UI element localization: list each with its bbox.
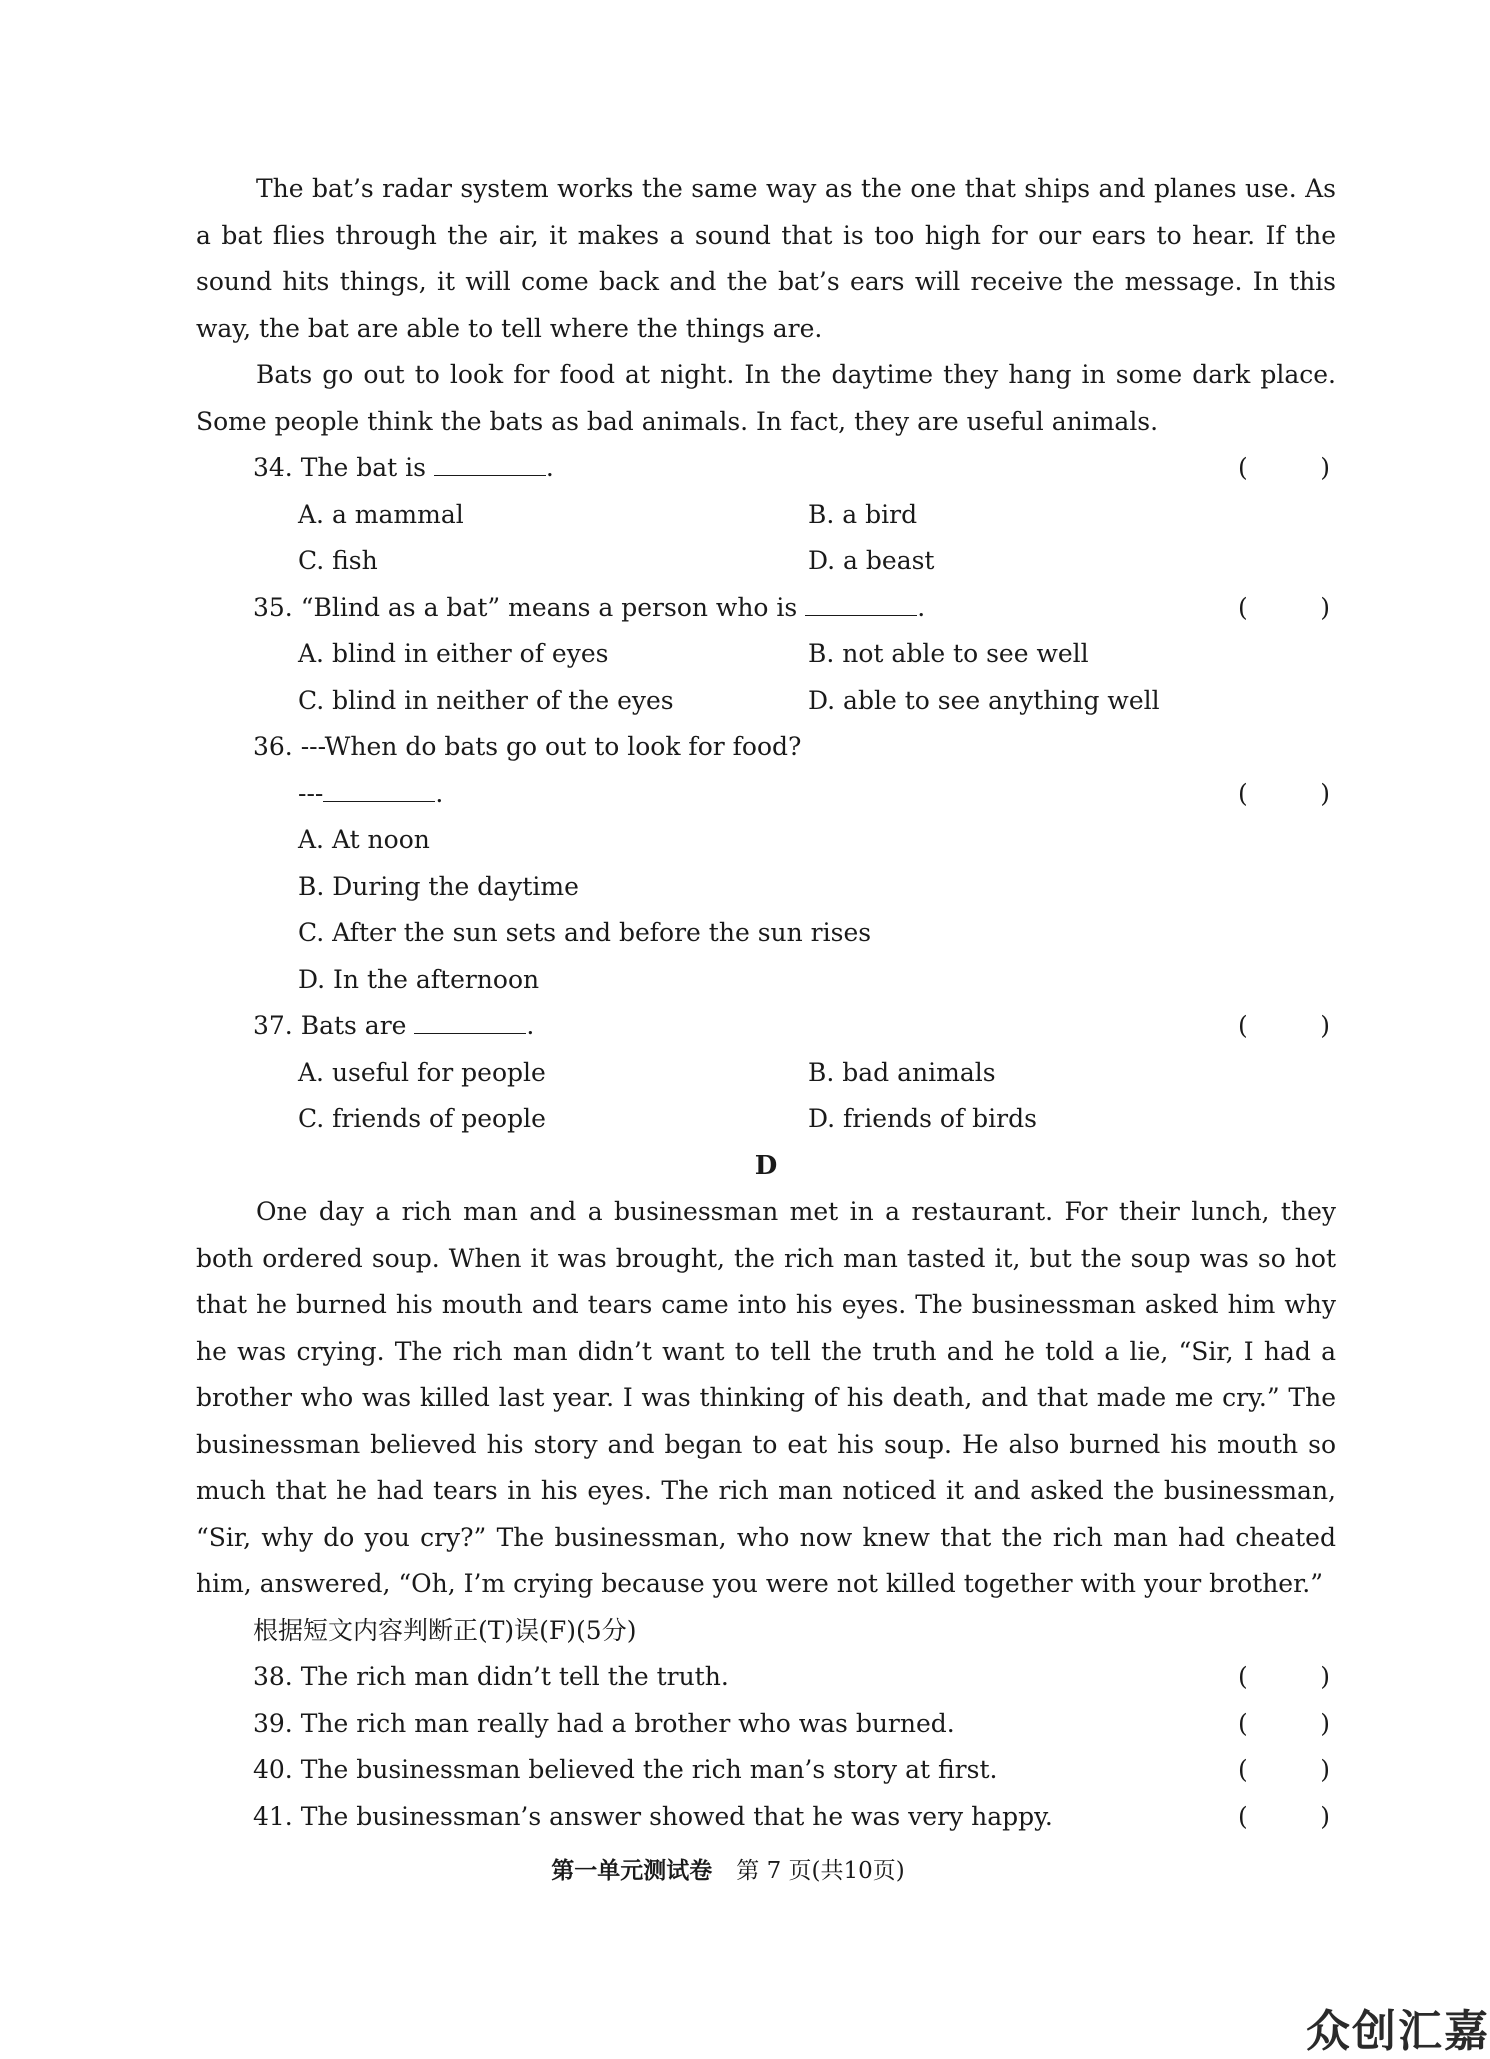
option-a[interactable]: A. At noon	[298, 825, 430, 854]
section-d-heading: D	[754, 1150, 778, 1181]
question-37-stem: 37. Bats are	[253, 1011, 407, 1040]
option-a[interactable]: A. a mammal	[298, 499, 464, 529]
question-36-options	[196, 817, 1336, 1003]
option-c[interactable]: C. blind in neither of the eyes	[298, 685, 674, 715]
question-40: 40. The businessman believed the rich man’s story at first. ( )	[196, 1747, 1336, 1794]
footer-title: 第一单元测试卷	[551, 1857, 713, 1884]
question-34: 34. The bat is . ( )	[196, 445, 1336, 492]
true-false-instruction: 根据短文内容判断正(T)误(F)(5分)	[253, 1615, 637, 1645]
option-d[interactable]: D. In the afternoon	[298, 964, 540, 994]
option-b[interactable]: B. not able to see well	[808, 639, 1089, 668]
question-37: 37. Bats are . ( )	[196, 1003, 1336, 1050]
question-34-options	[196, 492, 1336, 585]
passage-c-paragraph-2: Bats go out to look for food at night. In the daytime they hang in some dark place. Some people think the bats as bad animals. In fact, they are useful animals.	[196, 360, 1336, 436]
option-b[interactable]: B. bad animals	[808, 1057, 996, 1087]
answer-paren[interactable]: ( )	[1238, 1755, 1330, 1784]
option-a[interactable]: A. blind in either of eyes	[298, 639, 609, 668]
exam-page	[196, 166, 1336, 1840]
question-39: 39. The rich man really had a brother who was burned. ( )	[196, 1701, 1336, 1748]
answer-paren[interactable]: ( )	[1238, 1662, 1330, 1691]
option-c[interactable]: C. After the sun sets and before the sun rises	[298, 918, 872, 947]
answer-paren[interactable]: ( )	[1238, 778, 1330, 808]
answer-paren[interactable]: ( )	[1238, 592, 1330, 622]
footer-page-number: 第 7 页(共10页)	[736, 1858, 905, 1884]
option-b[interactable]: B. a bird	[808, 499, 918, 529]
page-footer	[0, 1852, 1456, 1885]
answer-blank[interactable]	[414, 1011, 526, 1034]
question-36-answer-line: --- . ( )	[196, 771, 1336, 818]
option-d[interactable]: D. a beast	[808, 546, 935, 575]
answer-blank[interactable]	[434, 453, 546, 476]
option-c[interactable]: C. friends of people	[298, 1104, 546, 1133]
question-35-options	[196, 631, 1336, 724]
question-38: 38. The rich man didn’t tell the truth. ( )	[196, 1654, 1336, 1701]
question-34-stem: 34. The bat is	[253, 453, 426, 482]
answer-paren[interactable]: ( )	[1238, 1708, 1330, 1738]
passage-c-paragraph-1: The bat’s radar system works the same way as the one that ships and planes use. As a bat flies through the air, it makes a sound that is too high for our ears to hear. If the sound hits things, it will come back and the bat’s ears will receive the message. In this way, the bat are able to tell where the things are.	[196, 174, 1336, 343]
question-36-stem: 36. ---When do bats go out to look for food?	[253, 732, 802, 761]
answer-blank[interactable]	[323, 779, 435, 802]
passage-d: One day a rich man and a businessman met in a restaurant. For their lunch, they both ordered soup. When it was brought, the rich man tasted it, but the soup was so hot that he burned his mouth and tears came into his eyes. The businessman asked him why he was crying. The rich man didn’t want to tell the truth and he told a lie, “Sir, I had a brother who was killed last year. I was thinking of his death, and that made me cry.” The businessman believed his story and began to eat his soup. He also burned his mouth so much that he had tears in his eyes. The rich man noticed it and asked the businessman, “Sir, why do you cry?” The businessman, who now knew that the rich man had cheated him, answered, “Oh, I’m crying because you were not killed together with your brother.”	[196, 1197, 1336, 1598]
option-c[interactable]: C. fish	[298, 546, 378, 575]
option-d[interactable]: D. friends of birds	[808, 1104, 1037, 1133]
answer-paren[interactable]: ( )	[1238, 1011, 1330, 1040]
answer-blank[interactable]	[805, 593, 917, 616]
question-35-stem: 35. “Blind as a bat” means a person who is	[253, 592, 798, 622]
option-d[interactable]: D. able to see anything well	[808, 685, 1160, 715]
answer-paren[interactable]: ( )	[1238, 1801, 1330, 1831]
option-b[interactable]: B. During the daytime	[298, 871, 579, 901]
question-35: 35. “Blind as a bat” means a person who is . ( )	[196, 585, 1336, 632]
option-a[interactable]: A. useful for people	[298, 1057, 546, 1087]
watermark-logo: 众创汇嘉	[1306, 2006, 1490, 2057]
question-37-options	[196, 1050, 1336, 1143]
question-36	[196, 724, 1336, 771]
question-41: 41. The businessman’s answer showed that he was very happy. ( )	[196, 1794, 1336, 1841]
answer-paren[interactable]: ( )	[1238, 453, 1330, 482]
